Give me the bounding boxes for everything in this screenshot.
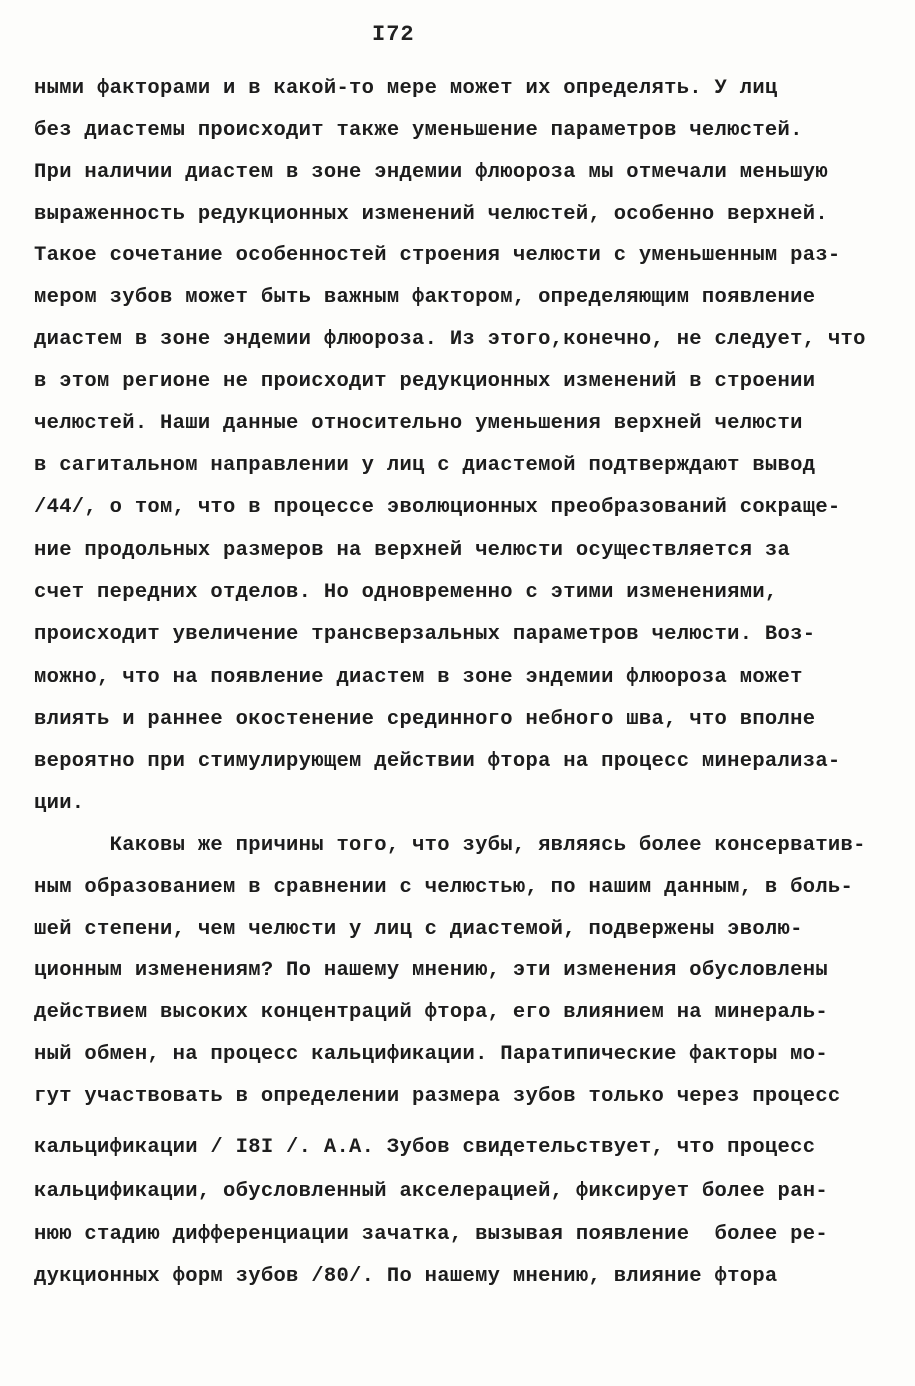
- text-line: ние продольных размеров на верхней челюсти осуществляется за: [34, 539, 791, 562]
- text-line: кальцификации / I8I /. А.А. Зубов свидетельствует, что процесс: [34, 1136, 816, 1159]
- text-line: ционным изменениям? По нашему мнению, эти изменения обусловлены: [34, 959, 828, 982]
- text-line: происходит увеличение трансверзальных параметров челюсти. Воз-: [34, 623, 816, 646]
- text-line: Каковы же причины того, что зубы, являясь более консерватив-: [34, 834, 866, 857]
- text-line: счет передних отделов. Но одновременно с этими изменениями,: [34, 581, 778, 604]
- page-number: I72: [372, 22, 415, 47]
- text-line: ными факторами и в какой-то мере может их определять. У лиц: [34, 77, 778, 100]
- text-line: мером зубов может быть важным фактором, определяющим появление: [34, 286, 816, 309]
- text-line: ции.: [34, 792, 85, 815]
- text-line: Такое сочетание особенностей строения челюсти с уменьшенным раз-: [34, 244, 841, 267]
- text-line: нюю стадию дифференциации зачатка, вызывая появление более ре-: [34, 1223, 828, 1246]
- text-line: гут участвовать в определении размера зубов только через процесс: [34, 1085, 841, 1108]
- text-line: выраженность редукционных изменений челюстей, особенно верхней.: [34, 203, 828, 226]
- text-line: /44/, о том, что в процессе эволюционных преобразований сокраще-: [34, 496, 841, 519]
- text-line: можно, что на появление диастем в зоне эндемии флюороза может: [34, 666, 803, 689]
- text-line: При наличии диастем в зоне эндемии флюороза мы отмечали меньшую: [34, 161, 828, 184]
- text-line: кальцификации, обусловленный акселерацией, фиксирует более ран-: [34, 1180, 828, 1203]
- text-line: ным образованием в сравнении с челюстью, по нашим данным, в боль-: [34, 876, 854, 899]
- text-line: диастем в зоне эндемии флюороза. Из этого,конечно, не следует, что: [34, 328, 866, 351]
- text-line: без диастемы происходит также уменьшение параметров челюстей.: [34, 119, 803, 142]
- text-line: в сагитальном направлении у лиц с диастемой подтверждают вывод: [34, 454, 816, 477]
- text-line: шей степени, чем челюсти у лиц с диастемой, подвержены эволю-: [34, 918, 803, 941]
- text-line: дукционных форм зубов /80/. По нашему мнению, влияние фтора: [34, 1265, 778, 1288]
- text-line: действием высоких концентраций фтора, его влиянием на минераль-: [34, 1001, 828, 1024]
- text-line: влиять и раннее окостенение срединного небного шва, что вполне: [34, 708, 816, 731]
- text-line: вероятно при стимулирующем действии фтора на процесс минерализа-: [34, 750, 841, 773]
- text-line: ный обмен, на процесс кальцификации. Паратипические факторы мо-: [34, 1043, 828, 1066]
- text-line: в этом регионе не происходит редукционных изменений в строении: [34, 370, 816, 393]
- text-line: челюстей. Наши данные относительно уменьшения верхней челюсти: [34, 412, 803, 435]
